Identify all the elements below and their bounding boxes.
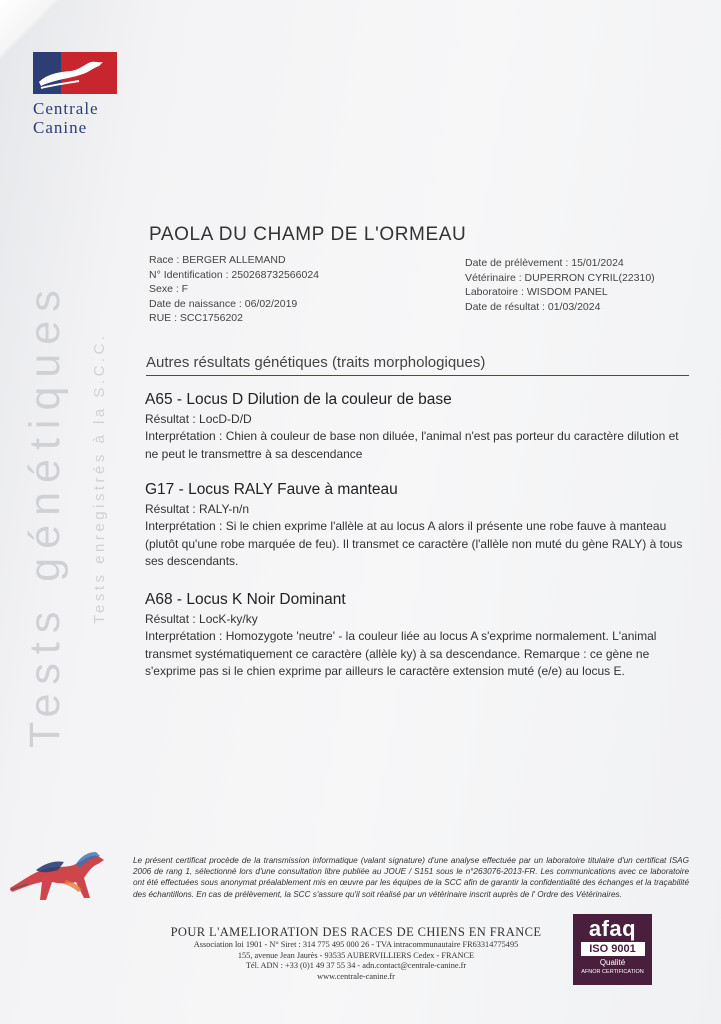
quality-label: Qualité xyxy=(599,958,626,967)
sample-info xyxy=(465,256,655,314)
footer-website: www.centrale-canine.fr xyxy=(317,971,395,981)
section-title: Autres résultats génétiques (traits morphologiques) xyxy=(146,354,486,371)
running-dog-icon xyxy=(6,840,110,915)
locus-result: Résultat : LocD-D/D xyxy=(145,412,252,426)
afaq-iso-badge xyxy=(573,914,652,985)
afaq-brand: afaq xyxy=(588,916,637,941)
legal-notice: Le présent certificat procède de la transmission informatique (valant signature) d'une analyse effectuée par un laboratoire titulaire d'un certificat ISAG 2006 de rang 1, sélectionné lors d'une consultation libre publiée au JOUE / S151 sous le n°263076-2013-FR. Les communications avec ce laboratoire ont été effectuées sous anonymat préalablement mis en œuvre par les équipes de la SCC afin de garantir la confidentialité des échanges et la traçabilité des échantillons. En cas de prélèvement, la SCC s'assure qu'il soit réalisé par un vétérinaire inscrit auprès de l' Ordre des Vétérinaires. xyxy=(133,856,689,899)
locus-result: Résultat : RALY-n/n xyxy=(145,502,250,516)
dog-flag-icon xyxy=(33,52,117,94)
logo-name-line1: Centrale xyxy=(33,99,99,118)
footer-contact: Tél. ADN : +33 (0)1 49 37 55 34 - adn.contact@centrale-canine.fr xyxy=(245,961,467,970)
locus-title: G17 - Locus RALY Fauve à manteau xyxy=(145,481,398,498)
dog-birth-date: Date de naissance : 06/02/2019 xyxy=(149,297,298,310)
laboratory: Laboratoire : WISDOM PANEL xyxy=(465,286,608,298)
section-rule xyxy=(146,375,689,376)
certification-issuer: AFNOR CERTIFICATION xyxy=(581,969,644,975)
locus-block xyxy=(145,481,693,571)
locus-block xyxy=(145,391,693,463)
footer-association: Association loi 1901 - N° Siret : 314 775 495 000 26 - TVA intracommunautaire FR63314775495 xyxy=(193,940,519,949)
footer xyxy=(146,925,566,982)
side-title: Tests génétiques xyxy=(21,281,69,748)
result-date: Date de résultat : 01/03/2024 xyxy=(465,300,601,313)
page-corner xyxy=(0,0,60,60)
centrale-canine-logo xyxy=(33,52,119,136)
dog-info xyxy=(149,253,319,326)
locus-interpretation: Interprétation : Si le chien exprime l'allèle at au locus A alors il présente une robe fauve à manteau (plutôt qu'une robe marquée de feu). Il transmet ce caractère (l'allèle non muté du gène RALY) à tous ses descendants. xyxy=(145,519,683,568)
side-subtitle: Tests enregistrés à la S.C.C. xyxy=(91,332,108,624)
locus-interpretation: Interprétation : Chien à couleur de base non diluée, l'animal n'est pas porteur du caractère dilution et ne peut le transmettre à sa descendance xyxy=(145,429,679,461)
logo-name-line2: Canine xyxy=(33,118,88,137)
dog-race: Race : BERGER ALLEMAND xyxy=(149,254,286,266)
locus-title: A68 - Locus K Noir Dominant xyxy=(145,591,346,608)
dog-identification: N° Identification : 250268732566024 xyxy=(149,268,319,281)
locus-title: A65 - Locus D Dilution de la couleur de base xyxy=(145,391,452,408)
dog-name: PAOLA DU CHAMP DE L'ORMEAU xyxy=(149,224,467,245)
iso-standard: ISO 9001 xyxy=(581,942,645,956)
veterinarian: Vétérinaire : DUPERRON CYRIL(22310) xyxy=(465,271,655,284)
locus-block xyxy=(145,591,693,681)
dog-rue: RUE : SCC1756202 xyxy=(149,312,243,324)
locus-result: Résultat : LocK-ky/ky xyxy=(145,612,258,626)
footer-slogan: POUR L'AMELIORATION DES RACES DE CHIENS EN FRANCE xyxy=(170,925,542,939)
sample-date: Date de prélèvement : 15/01/2024 xyxy=(465,257,624,269)
dog-sex: Sexe : F xyxy=(149,283,189,295)
locus-interpretation: Interprétation : Homozygote 'neutre' - la couleur liée au locus A s'exprime normalement. L'animal transmet systématiquement ce caractère (allèle ky) à sa descendance. Remarque : ce gène ne s'exprime pas si le chien exprime par ailleurs le caractère extension muté (e/e) au locus E. xyxy=(145,629,657,678)
footer-address: 155, avenue Jean Jaurès - 93535 AUBERVILLIERS Cedex - FRANCE xyxy=(237,950,475,960)
